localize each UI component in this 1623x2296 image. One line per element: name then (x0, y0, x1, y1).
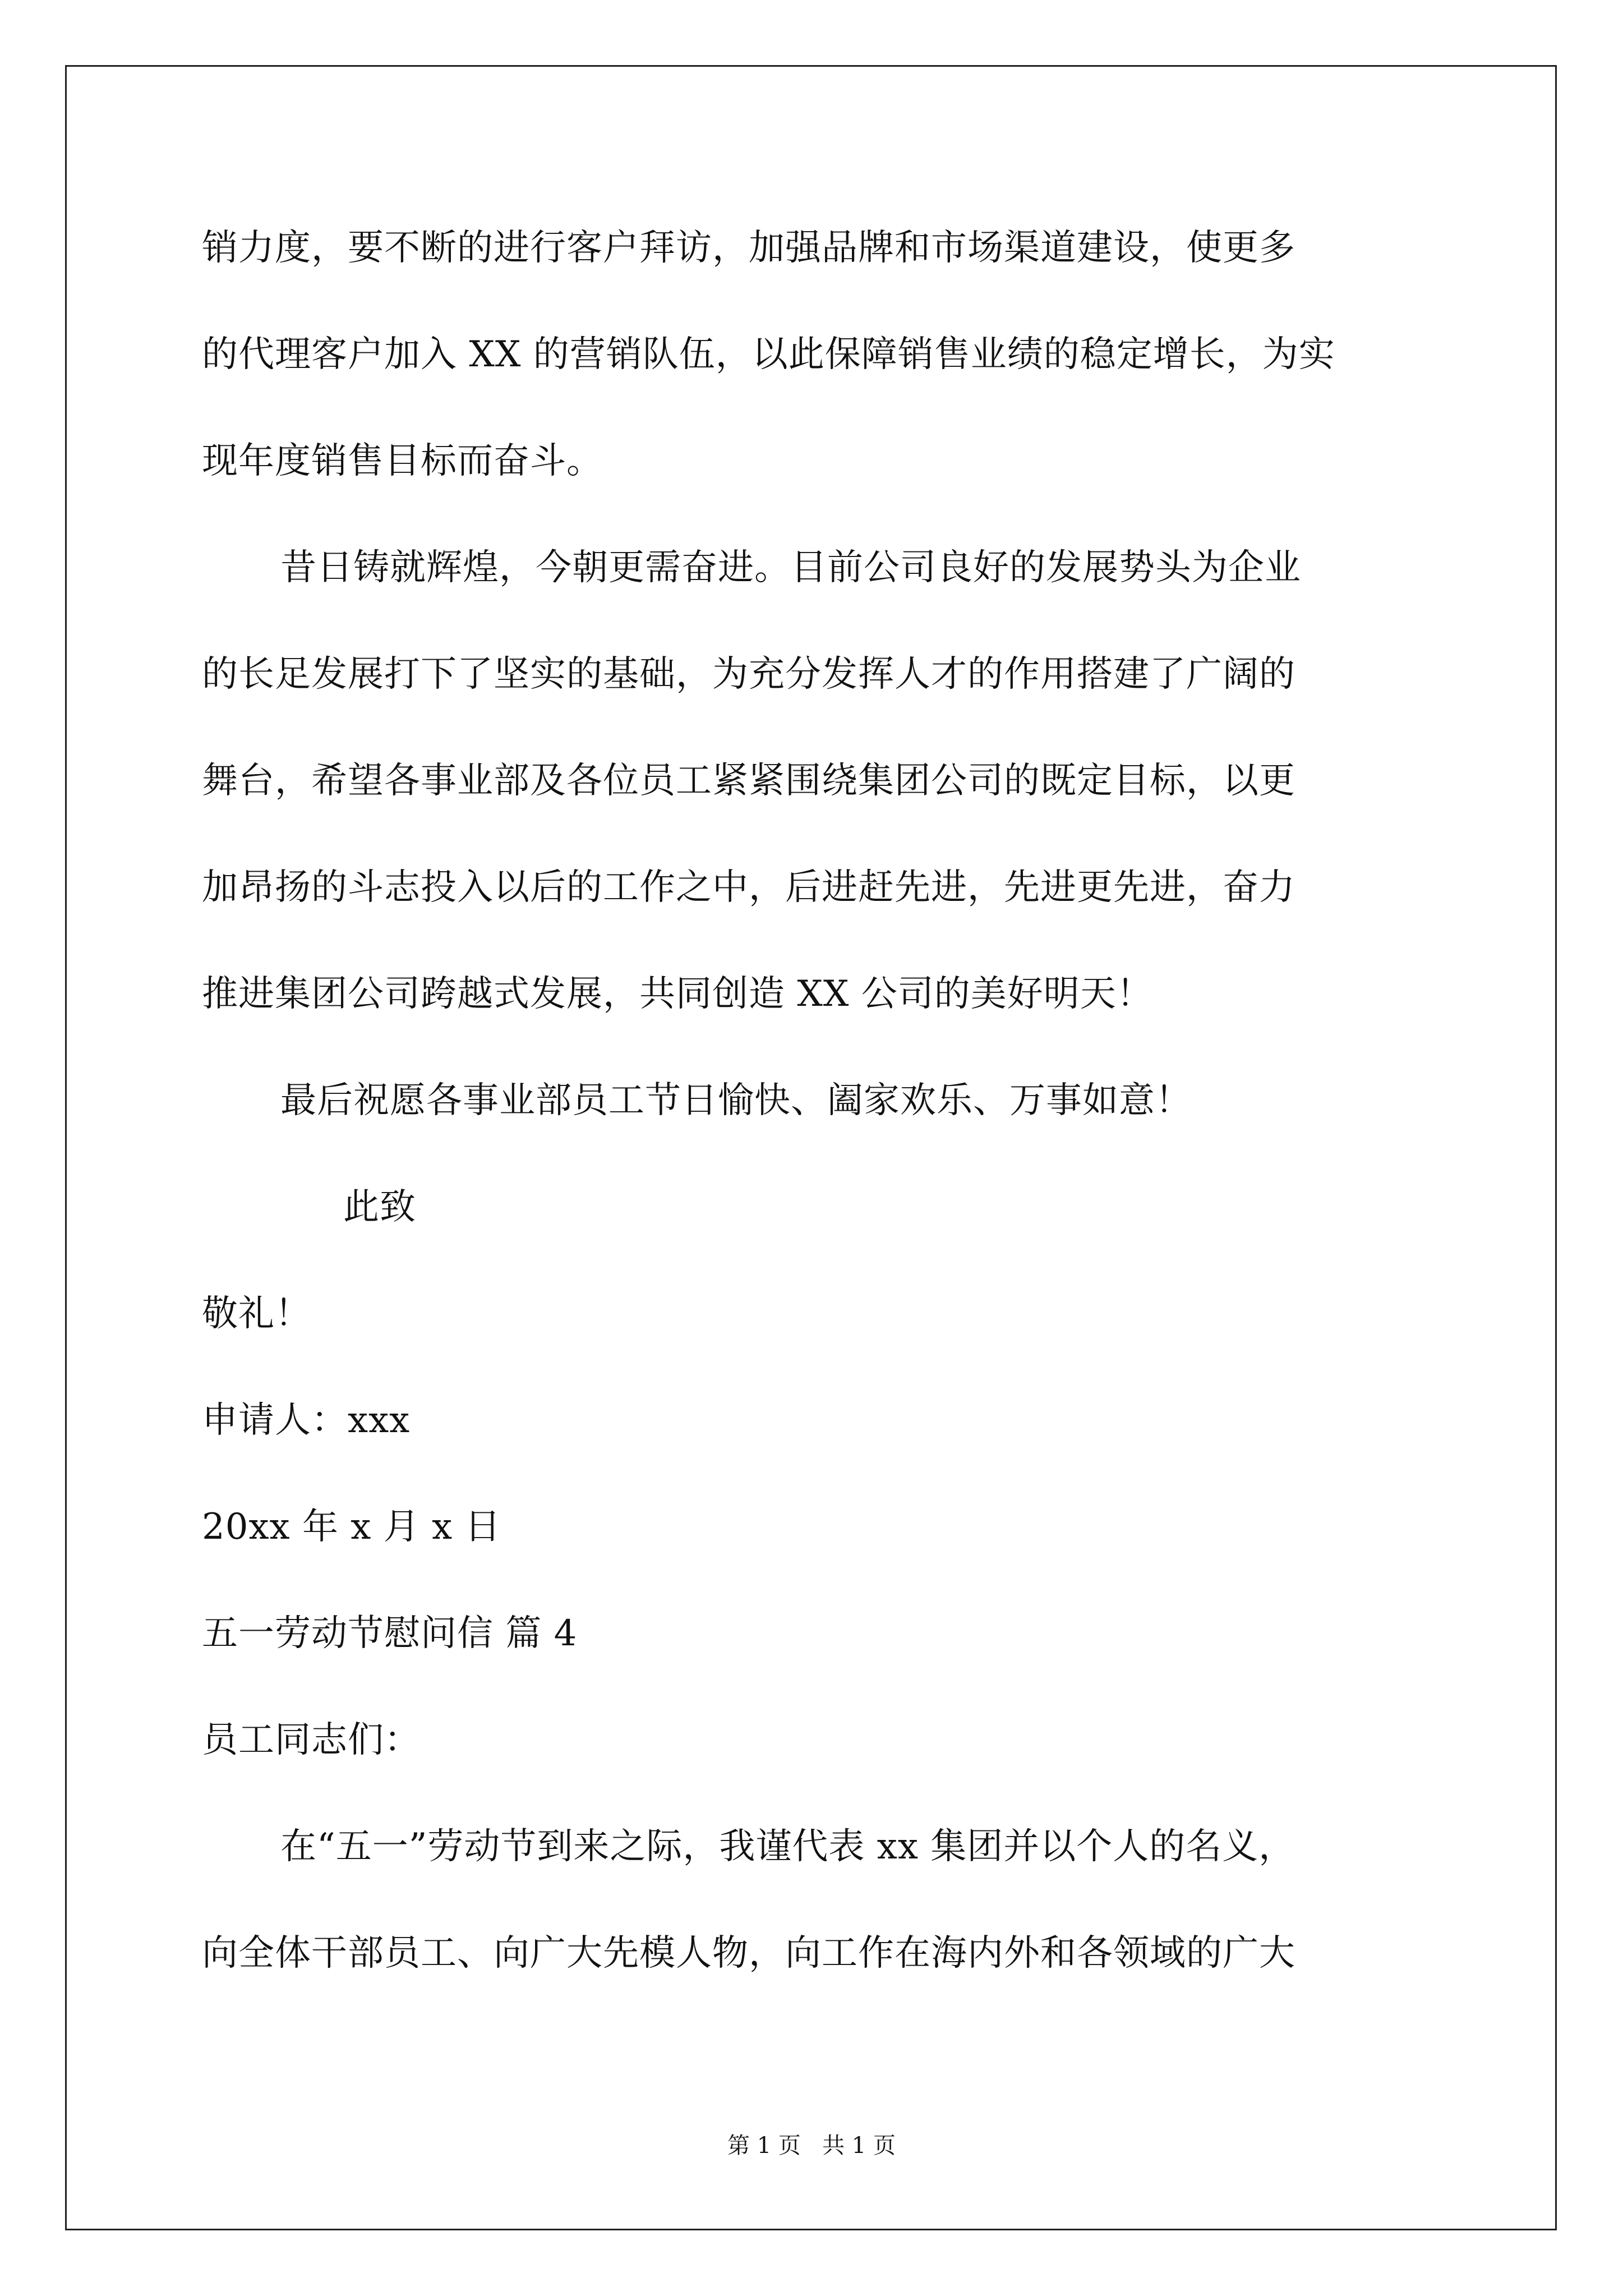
paragraph-line: 现年度销售目标而奋斗。 (202, 440, 603, 482)
applicant-line: 申请人：xxx (202, 1400, 411, 1441)
paragraph-line: 的代理客户加入 XX 的营销队伍，以此保障销售业绩的稳定增长，为实 (202, 334, 1335, 375)
section-title: 五一劳动节慰问信 篇 4 (202, 1613, 578, 1654)
closing-regards: 敬礼！ (202, 1293, 311, 1335)
paragraph-line: 在“五一”劳动节到来之际，我谨代表 xx 集团并以个人的名义， (280, 1826, 1295, 1867)
closing-salutation: 此致 (343, 1186, 416, 1228)
paragraph-line: 的长足发展打下了坚实的基础，为充分发挥人才的作用搭建了广阔的 (202, 654, 1295, 695)
paragraph-line: 最后祝愿各事业部员工节日愉快、阖家欢乐、万事如意！ (280, 1080, 1192, 1121)
date-line: 20xx 年 x 月 x 日 (202, 1506, 501, 1548)
greeting-line: 员工同志们： (202, 1719, 421, 1761)
paragraph-line: 向全体干部员工、向广大先模人物，向工作在海内外和各领域的广大 (202, 1932, 1295, 1974)
page-border (65, 65, 1557, 2230)
paragraph-line: 舞台，希望各事业部及各位员工紧紧围绕集团公司的既定目标，以更 (202, 760, 1295, 802)
paragraph-line: 销力度，要不断的进行客户拜访，加强品牌和市场渠道建设，使更多 (202, 227, 1295, 269)
page-footer: 第 1 页 共 1 页 (727, 2133, 896, 2159)
paragraph-line: 加昂扬的斗志投入以后的工作之中，后进赶先进，先进更先进，奋力 (202, 867, 1295, 908)
paragraph-line: 推进集团公司跨越式发展，共同创造 XX 公司的美好明天！ (202, 973, 1153, 1015)
paragraph-line: 昔日铸就辉煌，今朝更需奋进。目前公司良好的发展势头为企业 (280, 547, 1301, 588)
